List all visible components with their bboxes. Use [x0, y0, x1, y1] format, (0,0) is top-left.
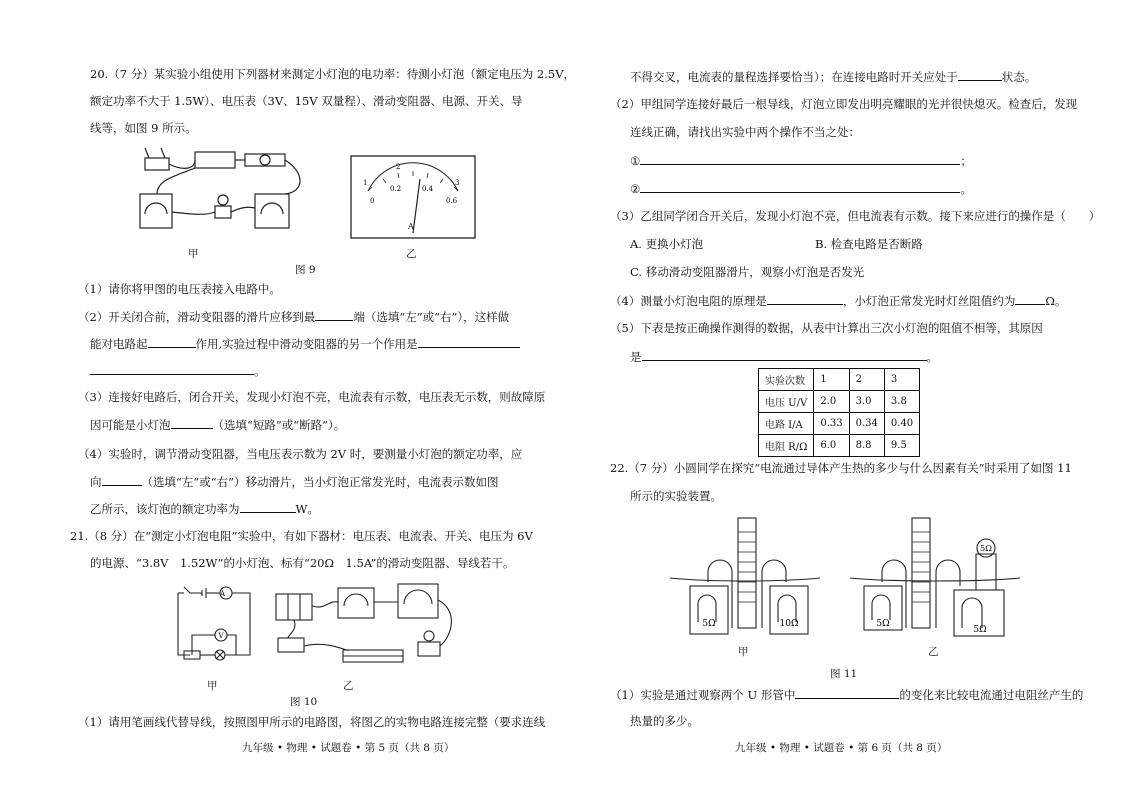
page-6: [610, 0, 1101, 809]
figure11-jia: [670, 512, 820, 642]
table-cell: 0.33: [814, 413, 849, 435]
table-cell: 3.0: [849, 391, 884, 413]
q21-part1-cont: 不得交叉，电流表的量程选择要恰当）；在连接电路时开关应处于 状态。: [630, 70, 1037, 84]
table-cell: 3.8: [884, 391, 919, 413]
answer-blank[interactable]: [315, 308, 353, 321]
table-cell: 9.5: [884, 435, 919, 457]
q20-part4a: （4）实验时，调节滑动变阻器，当电压表示数为 2V 时，要测量小灯泡的额定功率，应: [78, 447, 523, 461]
q20-part2b: 能对电路起 作用,实验过程中滑动变阻器的另一个作用是: [90, 335, 520, 352]
q20-part3b: 因可能是小灯泡 （选填“短路”或“断路”）。: [90, 418, 346, 432]
symbol-ammeter: A: [219, 590, 226, 598]
table-cell: 6.0: [814, 435, 849, 457]
q21-item2: ② 。: [630, 182, 972, 196]
table-row: [759, 435, 920, 457]
table-cell: 电路 I/A: [759, 413, 814, 435]
answer-blank[interactable]: [795, 686, 899, 699]
answer-blank[interactable]: [148, 335, 196, 348]
answer-blank[interactable]: [102, 473, 142, 486]
option-b: B. 检查电路是否断路: [815, 237, 923, 251]
table-row: [759, 413, 920, 435]
table-cell: 电阻 R/Ω: [759, 435, 814, 457]
footer-page-6: 九年级 • 物理 • 试题卷 • 第 6 页（共 8 页）: [735, 742, 948, 754]
figure10-label-jia: 甲: [207, 680, 218, 692]
meter-tick: 0.2: [390, 185, 402, 193]
answer-blank[interactable]: [240, 500, 296, 513]
meter-tick: 0: [370, 197, 375, 205]
figure10-apparatus: [268, 580, 508, 675]
table-cell: 实验次数: [759, 369, 814, 391]
resistor-label: 5Ω: [980, 544, 992, 553]
option-c: C. 移动滑动变阻器滑片，观察小灯泡是否发光: [630, 265, 865, 279]
meter-tick: 0.4: [422, 185, 434, 193]
meter-letter: A: [408, 222, 414, 231]
q20-part2a: （2）开关闭合前，滑动变阻器的滑片应移到最 端（选填“左”或“右”），这样做: [78, 310, 510, 324]
q21-part1: （1）请用笔画线代替导线，按照图甲所示的电路图，将图乙的实物电路连接完整（要求连线: [78, 715, 546, 729]
q22-line1: 22.（7 分）小圆同学在探究“电流通过导体产生热的多少与什么因素有关”时采用了如图 11: [610, 461, 1072, 475]
answer-blank[interactable]: [1015, 292, 1045, 305]
q22-line2: 所示的实验装置。: [630, 489, 722, 503]
answer-blank[interactable]: [90, 362, 254, 375]
answer-blank[interactable]: [767, 292, 843, 305]
resistor-label: 10Ω: [779, 619, 799, 629]
footer-page-5: 九年级 • 物理 • 试题卷 • 第 5 页（共 8 页）: [242, 742, 455, 754]
figure10-caption: 图 10: [290, 696, 318, 708]
q21-part2a: （2）甲组同学连接好最后一根导线，灯泡立即发出明亮耀眼的光并很快熄灭。检查后，发现: [610, 97, 1078, 111]
symbol-voltmeter: V: [218, 632, 224, 640]
q20-part2c: 。: [90, 362, 266, 379]
q21-part3: （3）乙组同学闭合开关后，发现小灯泡不亮，但电流表有示数。接下来应进行的操作是（ ）: [610, 209, 1101, 223]
q20-line2: 额定功率不大于 1.5W）、电压表（3V、15V 双量程）、滑动变阻器、电源、开关、导: [90, 94, 523, 108]
q21-item1: ① ；: [630, 154, 972, 168]
table-cell: 2: [849, 369, 884, 391]
figure11-caption: 图 11: [830, 668, 858, 680]
answer-blank[interactable]: [640, 152, 960, 165]
meter-tick: 2: [396, 163, 401, 171]
q20-part3a: （3）连接好电路后，闭合开关，发现小灯泡不亮，电流表有示数，电压表无示数，则故障原: [78, 390, 546, 404]
resistor-label: 5Ω: [876, 619, 890, 629]
figure9-apparatus: [135, 142, 310, 242]
q21-line2: 的电源、“3.8V 1.52W”的小灯泡、标有“20Ω 1.5A”的滑动变阻器、导线若干。: [90, 556, 515, 570]
answer-blank[interactable]: [642, 348, 927, 361]
meter-tick: 3: [455, 179, 460, 187]
table-cell: 0.40: [884, 413, 919, 435]
table-row: [759, 369, 920, 391]
q20-part1: （1）请你将甲图的电压表接入电路中。: [78, 282, 281, 296]
page-5: [70, 0, 576, 809]
figure9-caption: 图 9: [295, 264, 316, 276]
meter-tick: 1: [363, 179, 368, 187]
figure11-yi: [850, 512, 1020, 642]
answer-blank[interactable]: [640, 180, 960, 193]
figure9-label-yi: 乙: [406, 248, 417, 260]
q20-part4b: 向 （选填“左”或“右”）移动滑片，当小灯泡正常发光时，电流表示数如图: [90, 475, 499, 489]
q21-part5b: 是 。: [630, 350, 938, 364]
table-cell: 2.0: [814, 391, 849, 413]
q20-part4c: 乙所示，该灯泡的额定功率为 W。: [90, 502, 319, 516]
answer-blank[interactable]: [171, 416, 213, 429]
resistor-label: 5Ω: [702, 619, 716, 629]
table-row: [759, 391, 920, 413]
figure11-label-yi: 乙: [928, 646, 939, 658]
data-table: [758, 368, 920, 457]
figure9-ammeter: [350, 155, 476, 239]
figure9-label-jia: 甲: [188, 248, 199, 260]
q21-part2b: 连线正确，请找出实验中两个操作不当之处：: [630, 125, 860, 139]
table-cell: 1: [814, 369, 849, 391]
meter-needle: [413, 179, 420, 233]
answer-blank[interactable]: [958, 68, 1002, 81]
q22-part1a: （1）实验是通过观察两个 U 形管中 的变化来比较电流通过电阻丝产生的: [610, 688, 1084, 702]
option-a: A. 更换小灯泡: [630, 237, 704, 251]
answer-blank[interactable]: [418, 335, 520, 348]
figure10-circuit-diagram: [170, 585, 260, 665]
figure11-label-jia: 甲: [738, 646, 749, 658]
resistor-label: 5Ω: [973, 625, 987, 635]
table-cell: 3: [884, 369, 919, 391]
table-cell: 8.8: [849, 435, 884, 457]
figure10-label-yi: 乙: [343, 680, 354, 692]
table-cell: 0.34: [849, 413, 884, 435]
q21-part5a: （5）下表是按正确操作测得的数据，从表中计算出三次小灯泡的阻值不相等，其原因: [610, 321, 1043, 335]
q20-line1: 20.（7 分）某实验小组使用下列器材来测定小灯泡的电功率：待测小灯泡（额定电压为 2.5V，: [90, 67, 576, 81]
table-cell: 电压 U/V: [759, 391, 814, 413]
q21-line1: 21.（8 分）在“测定小灯泡电阻”实验中，有如下器材：电压表、电流表、开关、电压为 6V: [70, 529, 533, 543]
q20-line3: 线等，如图 9 所示。: [90, 121, 197, 135]
meter-tick: 0.6: [446, 197, 458, 205]
q21-part4: （4）测量小灯泡电阻的原理是 ，小灯泡正常发光时灯丝阻值约为 Ω。: [610, 294, 1067, 308]
q22-part1b: 热量的多少。: [630, 714, 699, 728]
